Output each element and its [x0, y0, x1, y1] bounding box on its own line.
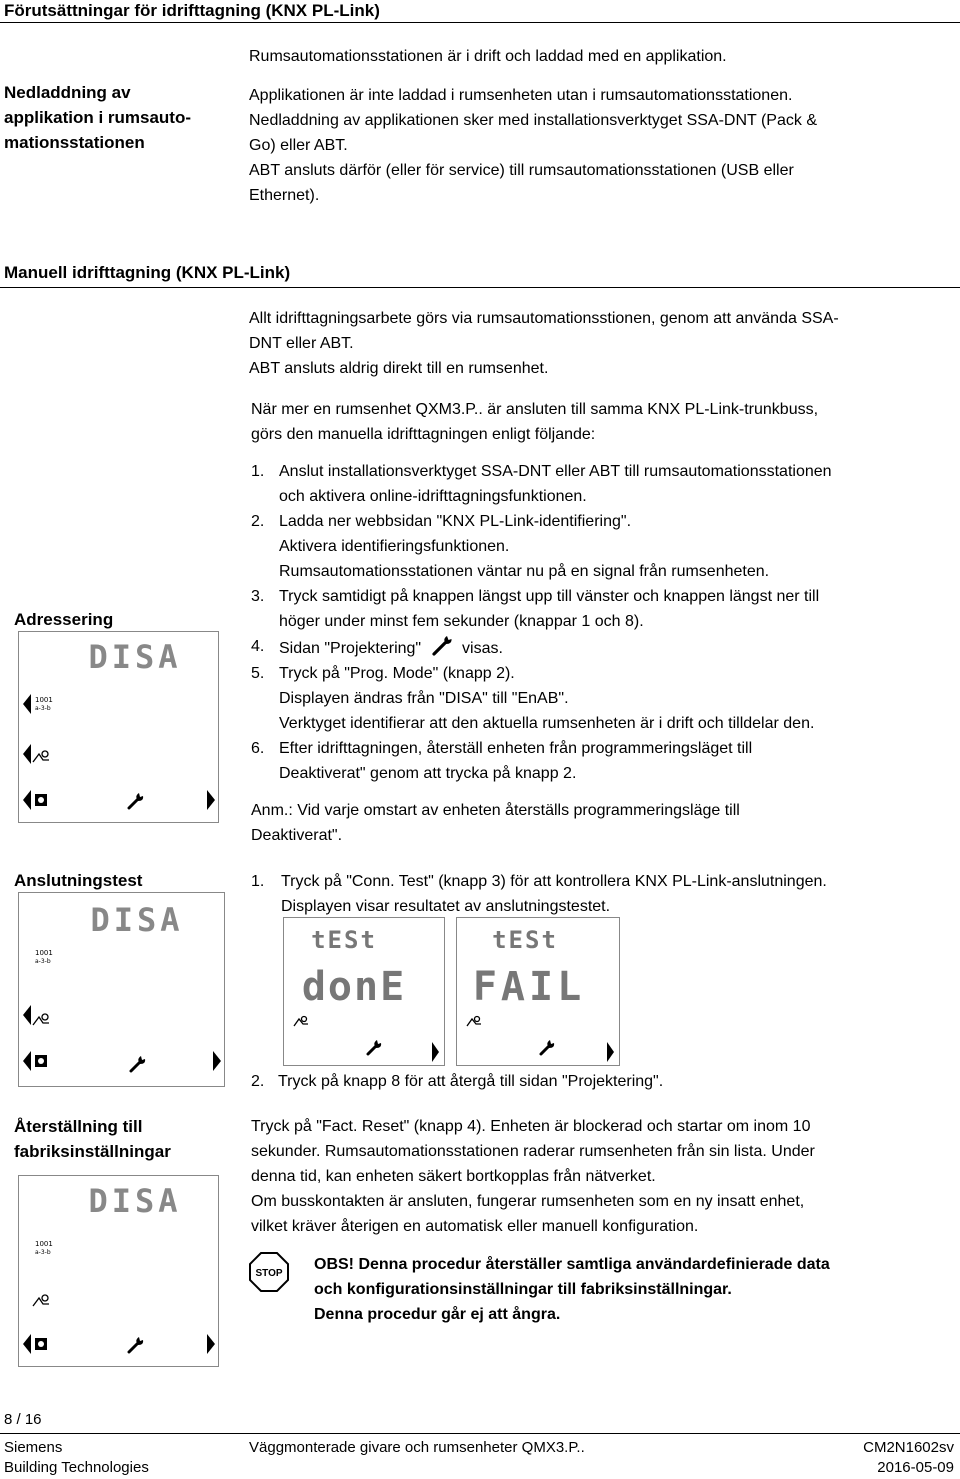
step-5: 5. Tryck på "Prog. Mode" (knapp 2). Displayen ändras från "DISA" till "EnAB". Verktyget identifierar att den aktuella rumsenheten är i drift och tilldelar den. — [251, 665, 815, 732]
footer-rule — [0, 1433, 960, 1434]
network-icon — [33, 1295, 49, 1306]
svg-text:tESt: tESt — [311, 926, 377, 954]
conn-test-step-1: 1. Tryck på "Conn. Test" (knapp 3) för att kontrollera KNX PL-Link-anslutningen. Displayen visar resultatet av anslutningstestet. — [251, 873, 827, 915]
arrow-left-icon[interactable] — [23, 1051, 31, 1071]
step-6: 6. Efter idrifttagningen, återställ enheten från programmeringsläget till Deaktiverat" genom att trycka på knapp 2. — [251, 740, 753, 782]
svg-text:a-3-b: a-3-b — [35, 705, 51, 712]
addressing-side-heading: Adressering — [14, 610, 114, 629]
device-display-conn-test — [18, 892, 225, 1087]
network-icon — [467, 1017, 481, 1027]
svg-text:1001: 1001 — [35, 949, 53, 957]
arrow-left-icon[interactable] — [23, 694, 31, 714]
addressing-lead: När mer en rumsenhet QXM3.P.. är ansluten till samma KNX PL-Link-trunkbuss, görs den manuella idrifttagningen enligt följande: — [251, 401, 819, 443]
svg-text:DISA: DISA — [90, 901, 184, 939]
arrow-right-icon[interactable] — [207, 790, 215, 810]
network-icon — [294, 1017, 308, 1027]
network-icon — [33, 1014, 49, 1025]
wrench-icon — [129, 793, 143, 808]
step-4: 4. Sidan "Projektering" visas. — [251, 634, 951, 661]
lcd-segment-text — [88, 638, 181, 676]
footer-doc-title: Väggmonterade givare och rumsenheter QMX3.P.. — [249, 1439, 585, 1456]
device-display-addressing — [18, 631, 219, 823]
manual-intro: Allt idrifttagningsarbete görs via rumsautomationsstionen, genom att använda SSA- DNT eller ABT. ABT ansluts aldrig direkt till en rumsenhet. — [249, 310, 839, 377]
wrench-icon — [430, 634, 454, 656]
svg-text:1001: 1001 — [35, 696, 53, 704]
arrow-right-icon[interactable] — [607, 1042, 614, 1062]
arrow-left-icon[interactable] — [23, 744, 31, 764]
svg-text:DISA: DISA — [88, 638, 182, 676]
conn-test-side-heading: Anslutningstest — [14, 871, 143, 890]
title-rule — [0, 22, 960, 23]
manual-rule — [0, 287, 960, 288]
wrench-icon — [368, 1040, 381, 1054]
svg-text:a-3-b: a-3-b — [35, 1249, 51, 1256]
stop-sign-icon — [249, 1252, 289, 1292]
manual-heading: Manuell idrifttagning (KNX PL-Link) — [4, 263, 291, 282]
arrow-right-icon[interactable] — [207, 1334, 215, 1354]
svg-text:STOP: STOP — [255, 1268, 283, 1279]
device-display-test-done — [283, 917, 445, 1066]
svg-text:FAIL: FAIL — [472, 964, 586, 1010]
step-2: 2. Ladda ner webbsidan "KNX PL-Link-identifiering". Aktivera identifieringsfunktionen. Rumsautomationsstationen väntar nu på en signal från rumsenheten. — [251, 513, 770, 580]
conn-test-step-2: 2. Tryck på knapp 8 för att återgå till sidan "Projektering". — [251, 1073, 664, 1090]
factory-side-heading: Återställning till fabriksinställningar — [14, 1117, 171, 1161]
page-number: 8 / 16 — [4, 1411, 42, 1428]
arrow-left-icon[interactable] — [23, 790, 31, 810]
svg-text:1001: 1001 — [35, 1240, 53, 1248]
arrow-right-icon[interactable] — [213, 1051, 221, 1071]
device-display-factory — [18, 1175, 219, 1367]
download-side-heading: Nedladdning av applikation i rumsauto- mationsstationen — [4, 83, 192, 152]
wrench-icon — [129, 1337, 143, 1352]
footer-company: Siemens Building Technologies — [4, 1439, 149, 1476]
footer-doc-info: CM2N1602sv 2016-05-09 — [863, 1439, 954, 1476]
svg-text:tESt: tESt — [492, 926, 558, 954]
wrench-icon — [131, 1056, 145, 1071]
factory-text: Tryck på "Fact. Reset" (knapp 4). Enheten är blockerad och startar om inom 10 sekunder. Rumsautomationsstationen raderar rumsenheten från sin lista. Under denna tid, kan enheten säkert bortkopplas från nätverket. Om busskontakten är ansluten, fungerar rumsenheten som en ny insatt enhet, vilket kräver återigen en automatisk eller manuell konfiguration. — [251, 1118, 815, 1235]
addressing-note: Anm.: Vid varje omstart av enheten återställs programmeringsläge till Deaktiverat". — [251, 802, 740, 844]
device-display-test-fail — [456, 917, 620, 1066]
arrow-right-icon[interactable] — [432, 1042, 439, 1062]
arrow-left-icon[interactable] — [23, 1005, 31, 1025]
step-3: 3. Tryck samtidigt på knappen längst upp till vänster och knappen längst ner till höger under minst fem sekunder (knappar 1 och 8). — [251, 588, 820, 630]
svg-text:a-3-b: a-3-b — [35, 958, 51, 965]
step-1: 1. Anslut installationsverktyget SSA-DNT eller ABT till rumsautomationsstationen och aktivera online-idrifttagningsfunktionen. — [251, 463, 832, 505]
page-title: Förutsättningar för idrifttagning (KNX PL-Link) — [4, 1, 380, 20]
wrench-icon — [541, 1040, 554, 1054]
addressing-steps — [251, 459, 951, 786]
network-icon — [33, 751, 49, 762]
svg-text:donE: donE — [301, 964, 407, 1010]
svg-text:DISA: DISA — [88, 1182, 182, 1220]
arrow-left-icon[interactable] — [23, 1334, 31, 1354]
factory-warning: OBS! Denna procedur återställer samtliga användardefinierade data och konfigurationsinställningar till fabriksinställningar. Denna procedur går ej att ångra. — [314, 1256, 830, 1323]
download-text: Rumsautomationsstationen är i drift och laddad med en applikation. Applikationen är inte laddad i rumsenheten utan i rumsautomationsstationen. Nedladdning av applikationen sker med installationsverktyget SSA-DNT (Pack & Go) eller ABT. ABT ansluts därför (eller för service) till rumsautomationsstationen (USB eller Ethernet). — [249, 48, 817, 204]
